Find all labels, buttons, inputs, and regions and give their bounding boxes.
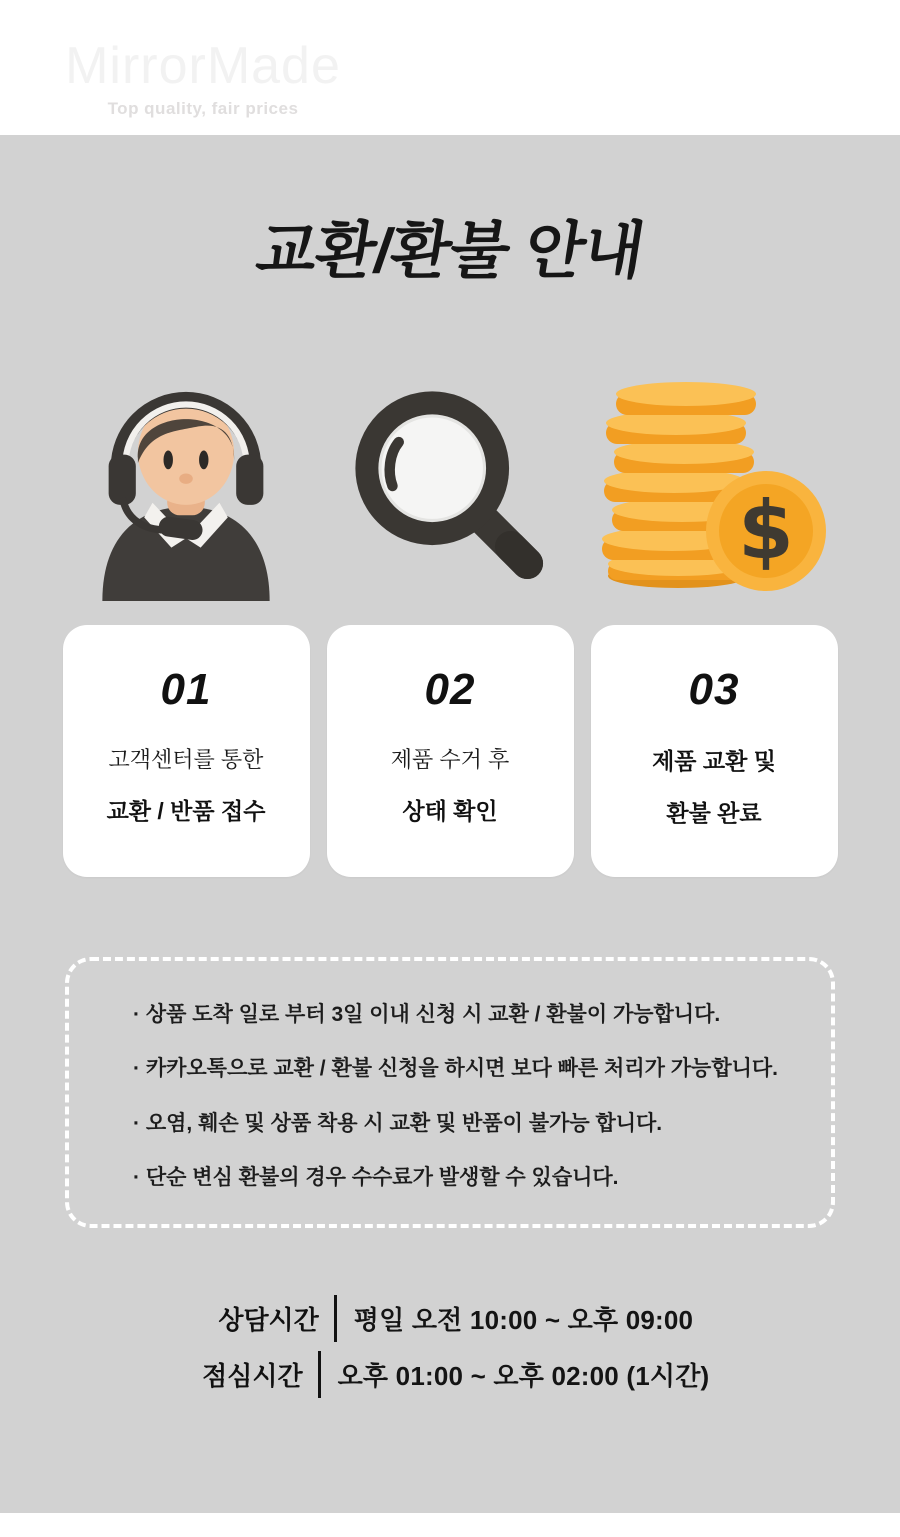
hours-value: 평일 오전 10:00 ~ 오후 09:00 bbox=[353, 1305, 694, 1335]
lunch-hours-row bbox=[191, 1351, 710, 1398]
service-hours bbox=[0, 1295, 900, 1398]
vertical-divider bbox=[334, 1295, 337, 1342]
policy-notes-box bbox=[65, 957, 835, 1228]
hours-label: 점심시간 bbox=[202, 1361, 303, 1391]
step-text-line2: 환불 완료 bbox=[666, 800, 762, 826]
consultation-hours-row bbox=[207, 1295, 693, 1342]
policy-note: · 카카오톡으로 교환 / 환불 신청을 하시면 보다 빠른 처리가 가능합니다. bbox=[133, 1057, 779, 1081]
policy-note: · 단순 변심 환불의 경우 수수료가 발생할 수 있습니다. bbox=[133, 1165, 619, 1189]
policy-note: · 상품 도착 일로 부터 3일 이내 신청 시 교환 / 환불이 가능합니다. bbox=[133, 1003, 721, 1027]
policy-note: · 오염, 훼손 및 상품 착용 시 교환 및 반품이 불가능 합니다. bbox=[133, 1111, 663, 1135]
brand-block bbox=[58, 38, 348, 119]
brand-tagline: Top quality, fair prices bbox=[107, 99, 299, 119]
step-number: 02 bbox=[424, 665, 476, 714]
coins-dollar-icon bbox=[594, 366, 834, 606]
dollar-coin bbox=[706, 471, 826, 591]
step-number: 03 bbox=[688, 665, 740, 714]
step-icons-row bbox=[0, 363, 900, 608]
hours-label: 상담시간 bbox=[218, 1305, 319, 1335]
step-text-line1: 제품 교환 및 bbox=[652, 748, 776, 774]
step-text-line1: 고객센터를 통한 bbox=[108, 747, 264, 772]
magnifying-glass-icon bbox=[335, 371, 565, 601]
page-header bbox=[0, 0, 900, 135]
headset-agent-icon bbox=[71, 371, 301, 601]
step-card-3 bbox=[591, 625, 838, 877]
vertical-divider bbox=[318, 1351, 321, 1398]
brand-logo: MirrorMade bbox=[65, 37, 341, 95]
refund-guide-section bbox=[0, 135, 900, 1513]
step2-icon-cell bbox=[327, 363, 574, 608]
step3-icon-cell bbox=[591, 363, 838, 608]
step-cards-row bbox=[0, 625, 900, 877]
step1-icon-cell bbox=[63, 363, 310, 608]
step-text-line2: 교환 / 반품 접수 bbox=[106, 798, 266, 824]
step-number: 01 bbox=[160, 665, 212, 714]
step-card-1 bbox=[63, 625, 310, 877]
step-card-2 bbox=[327, 625, 574, 877]
hours-value: 오후 01:00 ~ 오후 02:00 (1시간) bbox=[337, 1361, 710, 1391]
page-title: 교환/환불 안내 bbox=[251, 217, 649, 286]
svg-text:$: $ bbox=[738, 483, 794, 577]
step-text-line1: 제품 수거 후 bbox=[390, 747, 510, 772]
step-text-line2: 상태 확인 bbox=[402, 798, 498, 824]
footer-strip bbox=[0, 1513, 900, 1537]
